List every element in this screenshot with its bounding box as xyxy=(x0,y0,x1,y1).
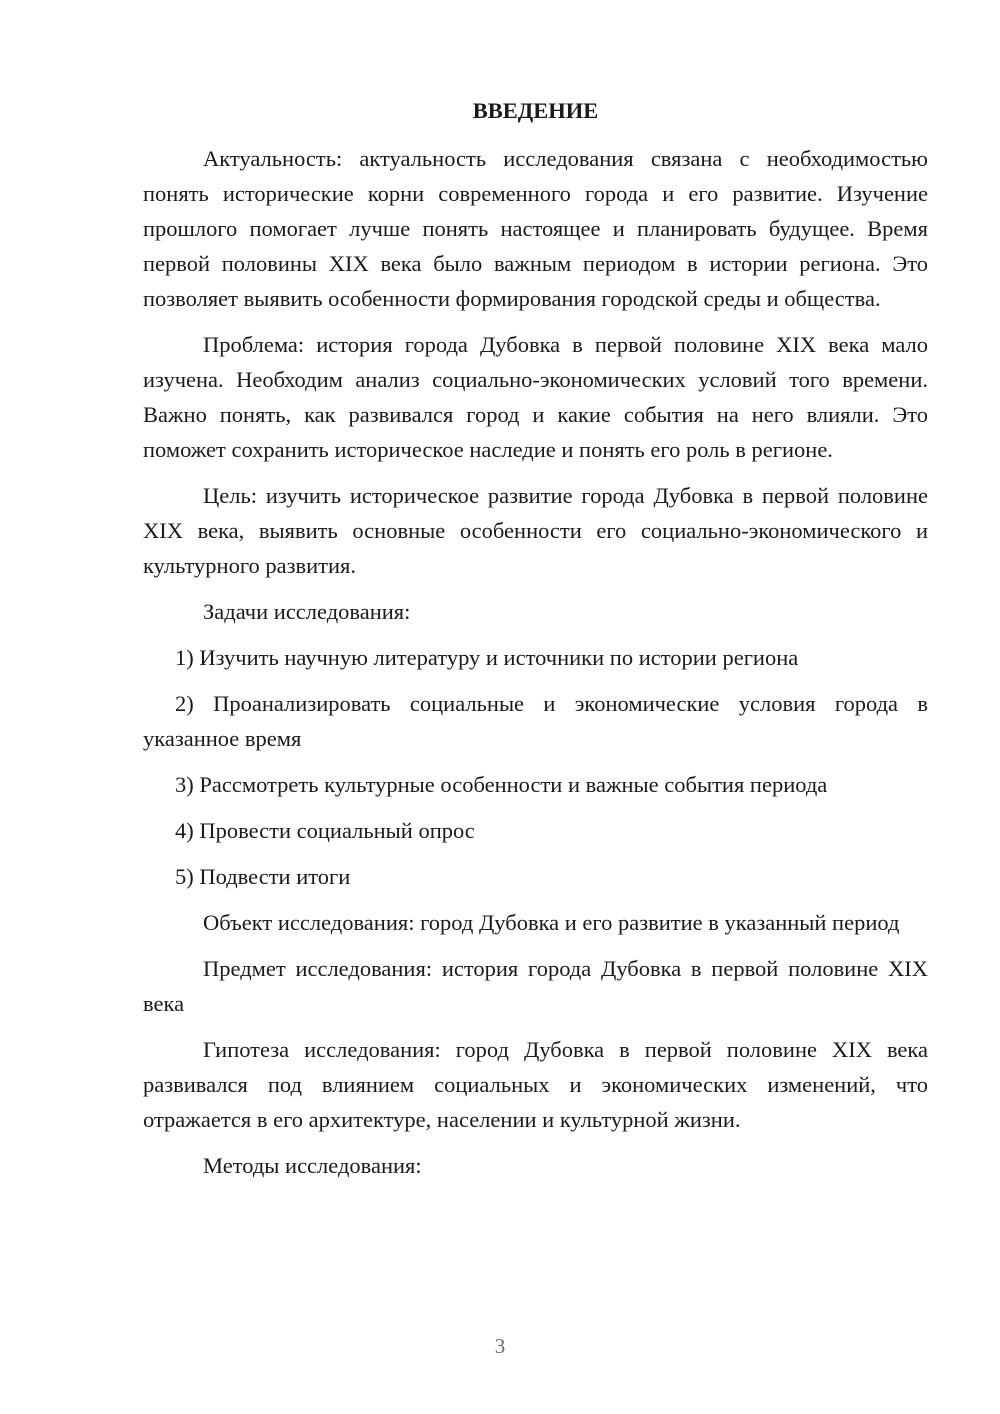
paragraph-object: Объект исследования: город Дубовка и его развитие в указанный период xyxy=(203,910,900,935)
document-page xyxy=(143,93,928,1194)
tasks-heading: Задачи исследования: xyxy=(203,599,411,624)
paragraph-problem: Проблема: история города Дубовка в первой половине XIX века мало изучена. Необходим анализ социально-экономических условий того времени. Важно понять, как развивался город и какие события на него влияли. Это поможет сохранить историческое наследие и понять его роль в регионе. xyxy=(143,332,928,462)
page-number: 3 xyxy=(494,1334,506,1358)
tasks-list xyxy=(143,640,928,894)
paragraph-subject: Предмет исследования: история города Дубовка в первой половине XIX века xyxy=(143,956,928,1016)
task-item: 2) Проанализировать социальные и экономические условия города в указанное время xyxy=(143,691,928,751)
paragraph-hypothesis: Гипотеза исследования: город Дубовка в первой половине XIX века развивался под влиянием социальных и экономических изменений, что отражается в его архитектуре, населении и культурной жизни. xyxy=(143,1037,928,1132)
task-item: 3) Рассмотреть культурные особенности и важные события периода xyxy=(175,772,828,797)
document-title: ВВЕДЕНИЕ xyxy=(472,98,599,123)
task-item: 1) Изучить научную литературу и источники по истории региона xyxy=(175,645,799,670)
methods-heading: Методы исследования: xyxy=(203,1153,422,1178)
paragraph-relevance: Актуальность: актуальность исследования связана с необходимостью понять исторические корни современного города и его развитие. Изучение прошлого помогает лучше понять настоящее и планировать будущее. Время первой половины XIX века было важным периодом в истории региона. Это позволяет выявить особенности формирования городской среды и общества. xyxy=(143,146,928,311)
task-item: 5) Подвести итоги xyxy=(175,864,351,889)
paragraph-goal: Цель: изучить историческое развитие города Дубовка в первой половине XIX века, выявить основные особенности его социально-экономического и культурного развития. xyxy=(143,483,928,578)
task-item: 4) Провести социальный опрос xyxy=(175,818,475,843)
